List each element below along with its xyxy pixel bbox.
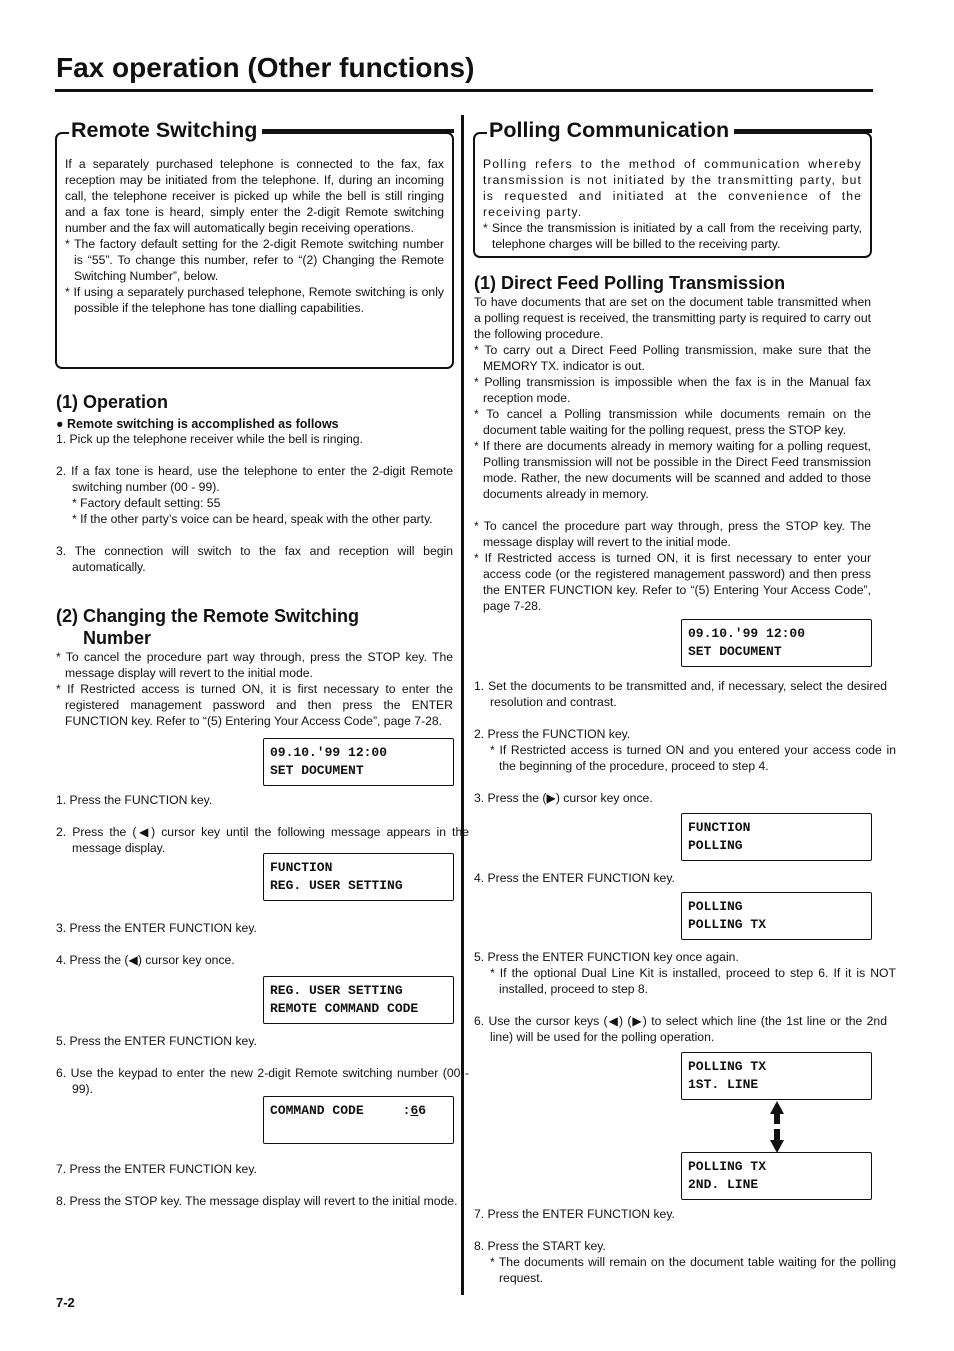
direct-step-8: 8. Press the START key. (474, 1239, 606, 1253)
polling-communication-box (473, 118, 872, 258)
direct-feed-heading: (1) Direct Feed Polling Transmission (474, 273, 786, 293)
lcd-cursor-digit: 6 (410, 1103, 419, 1118)
direct-feed-note-cancel-polling: * To cancel a Polling transmission while documents remain on the document table waiting for the polling request, press the STOP key. (474, 407, 871, 437)
direct-feed-note-manual: * Polling transmission is impossible when the fax is in the Manual fax reception mode. (474, 375, 871, 405)
column-divider (461, 115, 464, 1295)
polling-body (483, 156, 862, 252)
lcd-display-polling-set-document: 09.10.'99 12:00 SET DOCUMENT (681, 619, 872, 667)
remote-switching-title: Remote Switching (69, 118, 262, 143)
polling-title: Polling Communication (487, 118, 734, 143)
direct-step-1: 1. Set the documents to be transmitted and, if necessary, select the desired resolution and contrast. (474, 679, 887, 709)
page-number: 7-2 (56, 1295, 75, 1310)
direct-feed-note-cancel: * To cancel the procedure part way through, press the STOP key. The message display will revert to the initial mode. (474, 519, 871, 549)
changing-note-cancel: * To cancel the procedure part way through, press the STOP key. The message display will revert to the initial mode. (56, 650, 453, 680)
page-title: Fax operation (Other functions) (56, 52, 475, 83)
direct-step-8-note: * The documents will remain on the document table waiting for the polling request. (490, 1255, 896, 1285)
changing-heading-line-1: (2) Changing the Remote Switching (56, 606, 360, 626)
polling-note-charges: * Since the transmission is initiated by a call from the receiving party, telephone charges will be billed to the receiving party. (483, 221, 862, 251)
direct-step-2-note: * If Restricted access is turned ON and you entered your access code in the beginning of the procedure, proceed to step 4. (490, 743, 896, 773)
direct-step-5-note: * If the optional Dual Line Kit is installed, proceed to step 6. If it is NOT installed, proceed to step 8. (490, 966, 896, 996)
direct-step-5: 5. Press the ENTER FUNCTION key once again. (474, 950, 739, 964)
lcd-display-set-document: 09.10.'99 12:00 SET DOCUMENT (263, 738, 454, 786)
polling-title-bar (487, 118, 870, 143)
direct-feed-note-memory: * If there are documents already in memory waiting for a polling request, Polling transmission will not be possible in the Direct Feed transmission mode. Rather, the new documents will be scanned and added to those documents already in memory. (474, 439, 871, 501)
changing-step-5: 5. Press the ENTER FUNCTION key. (56, 1034, 257, 1048)
direct-step-6: 6. Use the cursor keys (◀) (▶) to select which line (the 1st line or the 2nd line) will be used for the polling operation. (474, 1014, 887, 1044)
remote-intro: If a separately purchased telephone is connected to the fax, fax reception may be initiated from the telephone. If, during an incoming call, the telephone receiver is picked up while the bell is still ringing and a fax tone is heard, simply enter the 2-digit Remote switching number and the fax will automatically begin receiving operations. (65, 157, 444, 235)
direct-step-4: 4. Press the ENTER FUNCTION key. (474, 871, 675, 885)
remote-note-default: * The factory default setting for the 2-digit Remote switching number is “55”. To change this number, refer to “(2) Changing the Remote Switching Number”, below. (65, 237, 444, 283)
direct-step-3: 3. Press the (▶) cursor key once. (474, 791, 653, 805)
lcd-display-command-code: COMMAND CODE :66 (263, 1096, 454, 1144)
changing-step-7: 7. Press the ENTER FUNCTION key. (56, 1162, 257, 1176)
operation-step-2: 2. If a fax tone is heard, use the telephone to enter the 2-digit Remote switching number (00 - 99). (56, 464, 453, 494)
lcd-display-2nd-line: POLLING TX 2ND. LINE (681, 1152, 872, 1200)
direct-feed-intro: To have documents that are set on the document table transmitted when a polling request is received, the transmitting party is required to carry out the following procedure. (474, 295, 871, 341)
direct-feed-section (474, 272, 871, 614)
remote-switching-body (65, 156, 444, 316)
lcd-display-function-polling: FUNCTION POLLING (681, 813, 872, 861)
remote-note-tone: * If using a separately purchased telephone, Remote switching is only possible if the telephone has tone dialling capabilities. (65, 285, 444, 315)
lcd-display-polling-tx: POLLING POLLING TX (681, 892, 872, 940)
lcd-display-1st-line: POLLING TX 1ST. LINE (681, 1052, 872, 1100)
changing-section (56, 605, 453, 729)
remote-switching-title-bar (69, 118, 452, 143)
title-rule (55, 89, 873, 92)
changing-step-8: 8. Press the STOP key. The message display will revert to the initial mode. (56, 1194, 458, 1208)
changing-step-6: 6. Use the keypad to enter the new 2-digit Remote switching number (00 - 99). (56, 1066, 469, 1096)
direct-step-2: 2. Press the FUNCTION key. (474, 727, 631, 741)
double-arrow-icon (768, 1100, 786, 1154)
changing-step-1: 1. Press the FUNCTION key. (56, 793, 213, 807)
changing-step-4: 4. Press the (◀) cursor key once. (56, 953, 235, 967)
direct-feed-note-restricted: * If Restricted access is turned ON, it is first necessary to enter your access code (or the registered management password) and then press the ENTER FUNCTION key. Refer to “(5) Entering Your Access Code”, page 7-28. (474, 551, 871, 613)
direct-feed-note-memory-tx: * To carry out a Direct Feed Polling transmission, make sure that the MEMORY TX. indicator is out. (474, 343, 871, 373)
lcd-display-reg-user-setting: FUNCTION REG. USER SETTING (263, 853, 454, 901)
changing-heading-line-2: Number (83, 628, 152, 648)
remote-switching-box (55, 118, 454, 369)
operation-section (56, 391, 453, 575)
lcd-display-remote-command-code: REG. USER SETTING REMOTE COMMAND CODE (263, 976, 454, 1024)
changing-step-2: 2. Press the (◀) cursor key until the following message appears in the message display. (56, 825, 469, 855)
polling-intro: Polling refers to the method of communication whereby transmission is not initiated by the transmitting party, but is requested and initiated at the convenience of the receiving party. (483, 157, 862, 219)
operation-step-2-note-1: * Factory default setting: 55 (72, 496, 221, 510)
operation-step-1: 1. Pick up the telephone receiver while the bell is ringing. (56, 432, 363, 446)
operation-heading: (1) Operation (56, 392, 169, 412)
operation-step-3: 3. The connection will switch to the fax and reception will begin automatically. (56, 544, 453, 574)
direct-step-7: 7. Press the ENTER FUNCTION key. (474, 1207, 675, 1221)
changing-note-restricted: * If Restricted access is turned ON, it is first necessary to enter the registered management password and then press the ENTER FUNCTION key. Refer to “(5) Entering Your Access Code”, page 7-28. (56, 682, 453, 728)
changing-step-3: 3. Press the ENTER FUNCTION key. (56, 921, 257, 935)
operation-step-2-note-2: * If the other party’s voice can be heard, speak with the other party. (72, 512, 433, 526)
operation-bullet: ● Remote switching is accomplished as follows (56, 417, 339, 431)
